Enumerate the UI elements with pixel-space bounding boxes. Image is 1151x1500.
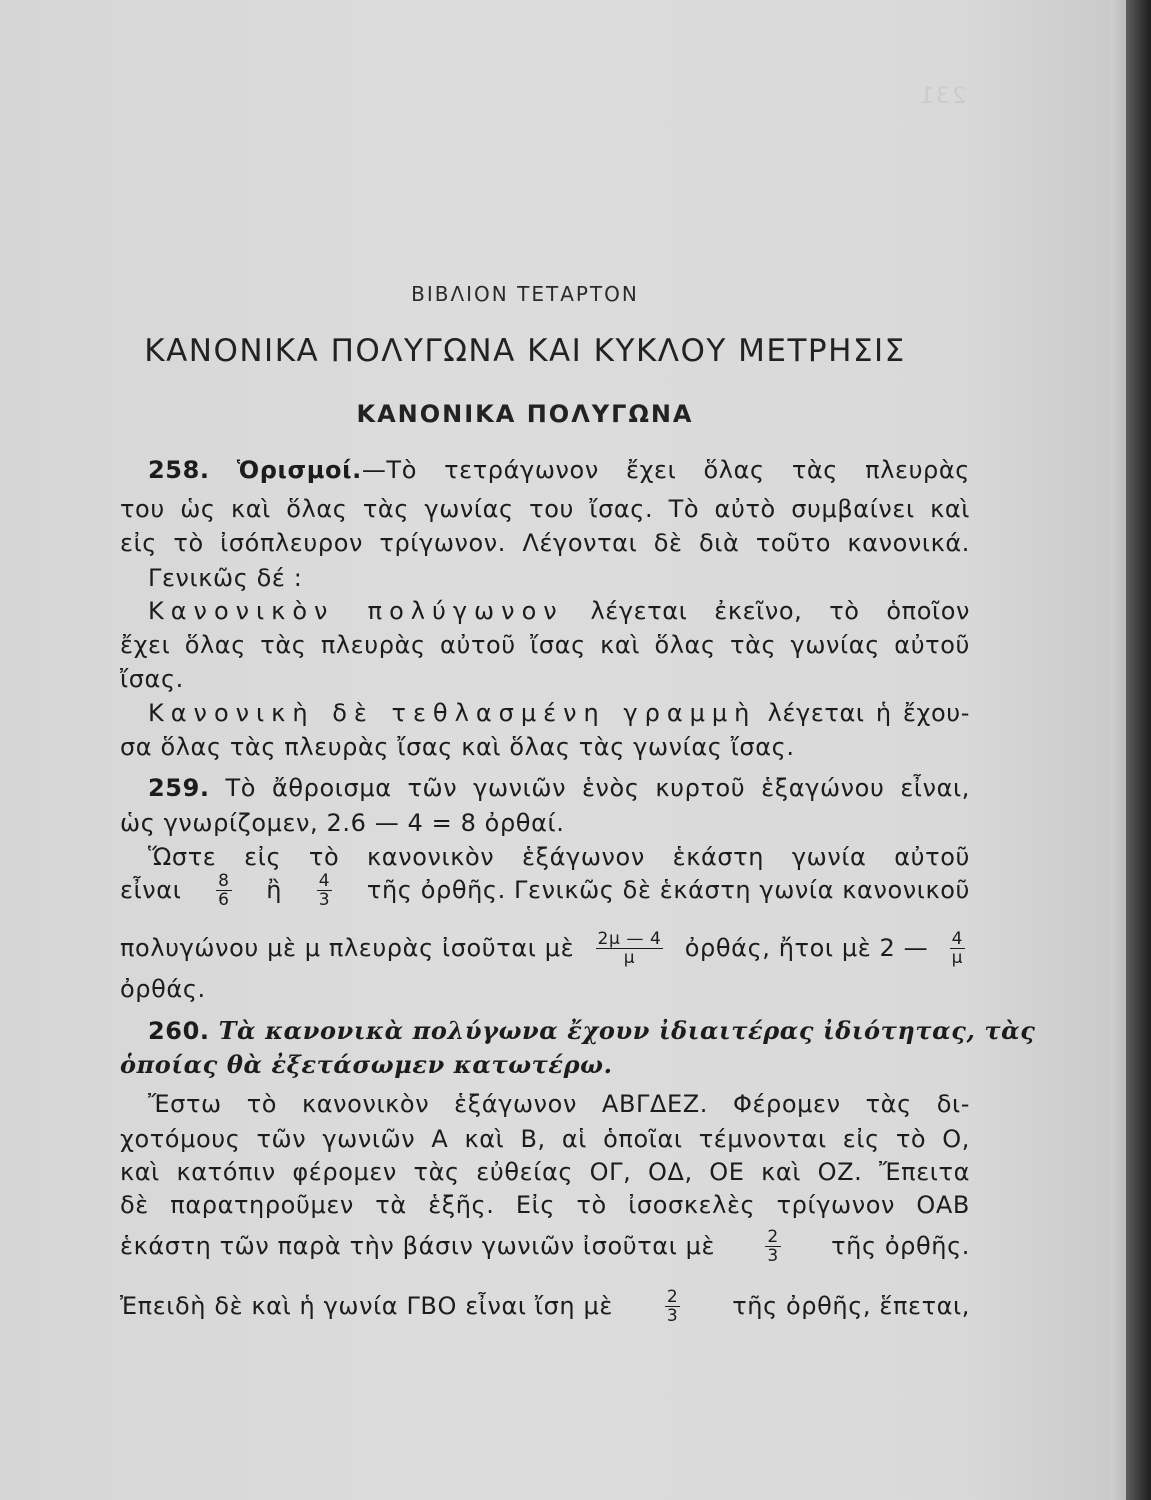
text-segment: εἶναι [120, 876, 182, 904]
text-segment: τῆς ὀρθῆς. Γενικῶς δὲ ἑκάστη γωνία κανονικοῦ [366, 876, 970, 904]
fraction-denominator: μ [951, 947, 963, 968]
p259-line-5 [120, 924, 970, 972]
p259-text: Τὸ ἄθροισμα τῶν γωνιῶν ἑνὸς κυρτοῦ ἑξαγώνου εἶναι, [225, 774, 970, 802]
p258-line-9: σα ὅλας τὰς πλευρὰς ἴσας καὶ ὅλας τὰς γωνίας ἴσας. [120, 733, 795, 761]
p258-line-6: ἔχει ὅλας τὰς πλευρὰς αὐτοῦ ἴσας καὶ ὅλας τὰς γωνίας αὐτοῦ [120, 631, 970, 659]
fraction-2-3 [765, 1228, 780, 1265]
book-title: ΒΙΒΛΙΟΝ ΤΕΤΑΡΤΟΝ [411, 282, 639, 306]
definition-text: λέγεται ἐκεῖνο, τὸ ὁποῖον [590, 597, 970, 625]
text-segment: τῆς ὀρθῆς, ἕπεται, [732, 1292, 970, 1320]
p258-definition-polyline [148, 698, 970, 728]
fraction-numerator: 4 [318, 870, 331, 891]
fraction-denominator: 3 [767, 1245, 779, 1266]
p260-number: 260. [148, 1017, 210, 1045]
p258-line-3: εἰς τὸ ἰσόπλευρον τρίγωνον. Λέγονται δὲ διὰ τοῦτο κανονικά. [120, 529, 970, 557]
section-title: ΚΑΝΟΝΙΚΑ ΠΟΛΥΓΩΝΑ [356, 400, 694, 428]
p260-line-8 [120, 1282, 970, 1330]
p258-line-7: ἴσας. [120, 665, 184, 693]
page-edge [1110, 0, 1126, 1500]
p259-line-2: ὡς γνωρίζομεν, 2.6 — 4 = 8 ὀρθαί. [120, 809, 565, 837]
fraction-2m-4-over-m [596, 930, 664, 967]
text-segment: ὀρθάς, ἤτοι μὲ 2 — [684, 934, 929, 962]
p258-definition-polygon [148, 596, 970, 626]
fraction-2-3 [665, 1288, 680, 1325]
p258-text: —Τὸ τετράγωνον ἔχει ὅλας τὰς πλευρὰς [361, 456, 970, 484]
p258-heading: Ὁρισμοί. [236, 456, 362, 484]
p260-line-3: Ἔστω τὸ κανονικὸν ἑξάγωνον ΑΒΓΔΕΖ. Φέρομεν τὰς δι- [148, 1090, 970, 1118]
p260-line-5: καὶ κατόπιν φέρομεν τὰς εὐθείας ΟΓ, ΟΔ, ΟΕ καὶ ΟΖ. Ἔπειτα [120, 1158, 970, 1186]
fraction-8-6 [216, 872, 231, 909]
text-segment: ἑκάστη τῶν παρὰ τὴν βάσιν γωνιῶν ἰσοῦται μὲ [120, 1232, 716, 1260]
text-segment: τῆς ὀρθῆς. [831, 1232, 970, 1260]
term-regular-polygon: Κανονικὸν πολύγωνον [148, 597, 564, 625]
p258-line-2: του ὡς καὶ ὅλας τὰς γωνίας του ἴσας. Τὸ αὐτὸ συμβαίνει καὶ [120, 495, 970, 523]
fraction-denominator: 3 [318, 889, 331, 910]
text-segment: πολυγώνου μὲ μ πλευρὰς ἰσοῦται μὲ [120, 934, 575, 962]
p259-line-1 [148, 773, 970, 803]
p260-line-4: χοτόμους τῶν γωνιῶν Α καὶ Β, αἱ ὁποῖαι τέμνονται εἰς τὸ Ο, [120, 1125, 970, 1153]
fraction-denominator: 6 [218, 889, 230, 910]
p260-text: Τὰ κανονικὰ πολύγωνα ἔχουν ἰδιαιτέρας ἰδιότητας, τὰς [218, 1016, 1036, 1045]
p259-line-4 [120, 866, 970, 914]
text-segment: Ἐπειδὴ δὲ καὶ ἡ γωνία ΓΒΟ εἶναι ἴση μὲ [120, 1292, 613, 1320]
text-segment: ἢ [266, 876, 283, 904]
fraction-4-over-m [950, 930, 965, 967]
p260-line-1 [148, 1016, 1036, 1046]
book-binding-edge [1126, 0, 1151, 1500]
fraction-denominator: μ [623, 947, 636, 968]
p260-line-6: δὲ παρατηροῦμεν τὰ ἑξῆς. Εἰς τὸ ἰσοσκελὲς τρίγωνον ΟΑΒ [120, 1191, 970, 1219]
p258-number: 258. [148, 456, 210, 484]
fraction-numerator: 2 [767, 1226, 779, 1247]
fraction-numerator: 2μ — 4 [597, 928, 662, 949]
fraction-numerator: 2 [666, 1286, 679, 1307]
fraction-denominator: 3 [666, 1305, 679, 1326]
term-regular-polyline: Κανονικὴ δὲ τεθλασμένη γραμμὴ [148, 699, 757, 727]
definition-text: λέγεται ἡ ἔχου- [767, 699, 971, 727]
p259-line-6: ὀρθάς. [120, 975, 206, 1003]
p260-line-2: ὁποίας θὰ ἐξετάσωμεν κατωτέρω. [120, 1050, 613, 1079]
p258-line-4: Γενικῶς δέ : [148, 564, 303, 592]
fraction-numerator: 4 [951, 928, 963, 949]
bleed-through-page-number: 231 [918, 84, 966, 109]
p260-line-7 [120, 1222, 970, 1270]
chapter-title: ΚΑΝΟΝΙΚΑ ΠΟΛΥΓΩΝΑ ΚΑΙ ΚΥΚΛΟΥ ΜΕΤΡΗΣΙΣ [144, 333, 906, 369]
p258-line-1 [148, 455, 970, 485]
fraction-4-3 [317, 872, 332, 909]
p259-line-3: Ὥστε εἰς τὸ κανονικὸν ἑξάγωνον ἑκάστη γωνία αὐτοῦ [148, 843, 970, 871]
fraction-numerator: 8 [218, 870, 230, 891]
p259-number: 259. [148, 774, 210, 802]
